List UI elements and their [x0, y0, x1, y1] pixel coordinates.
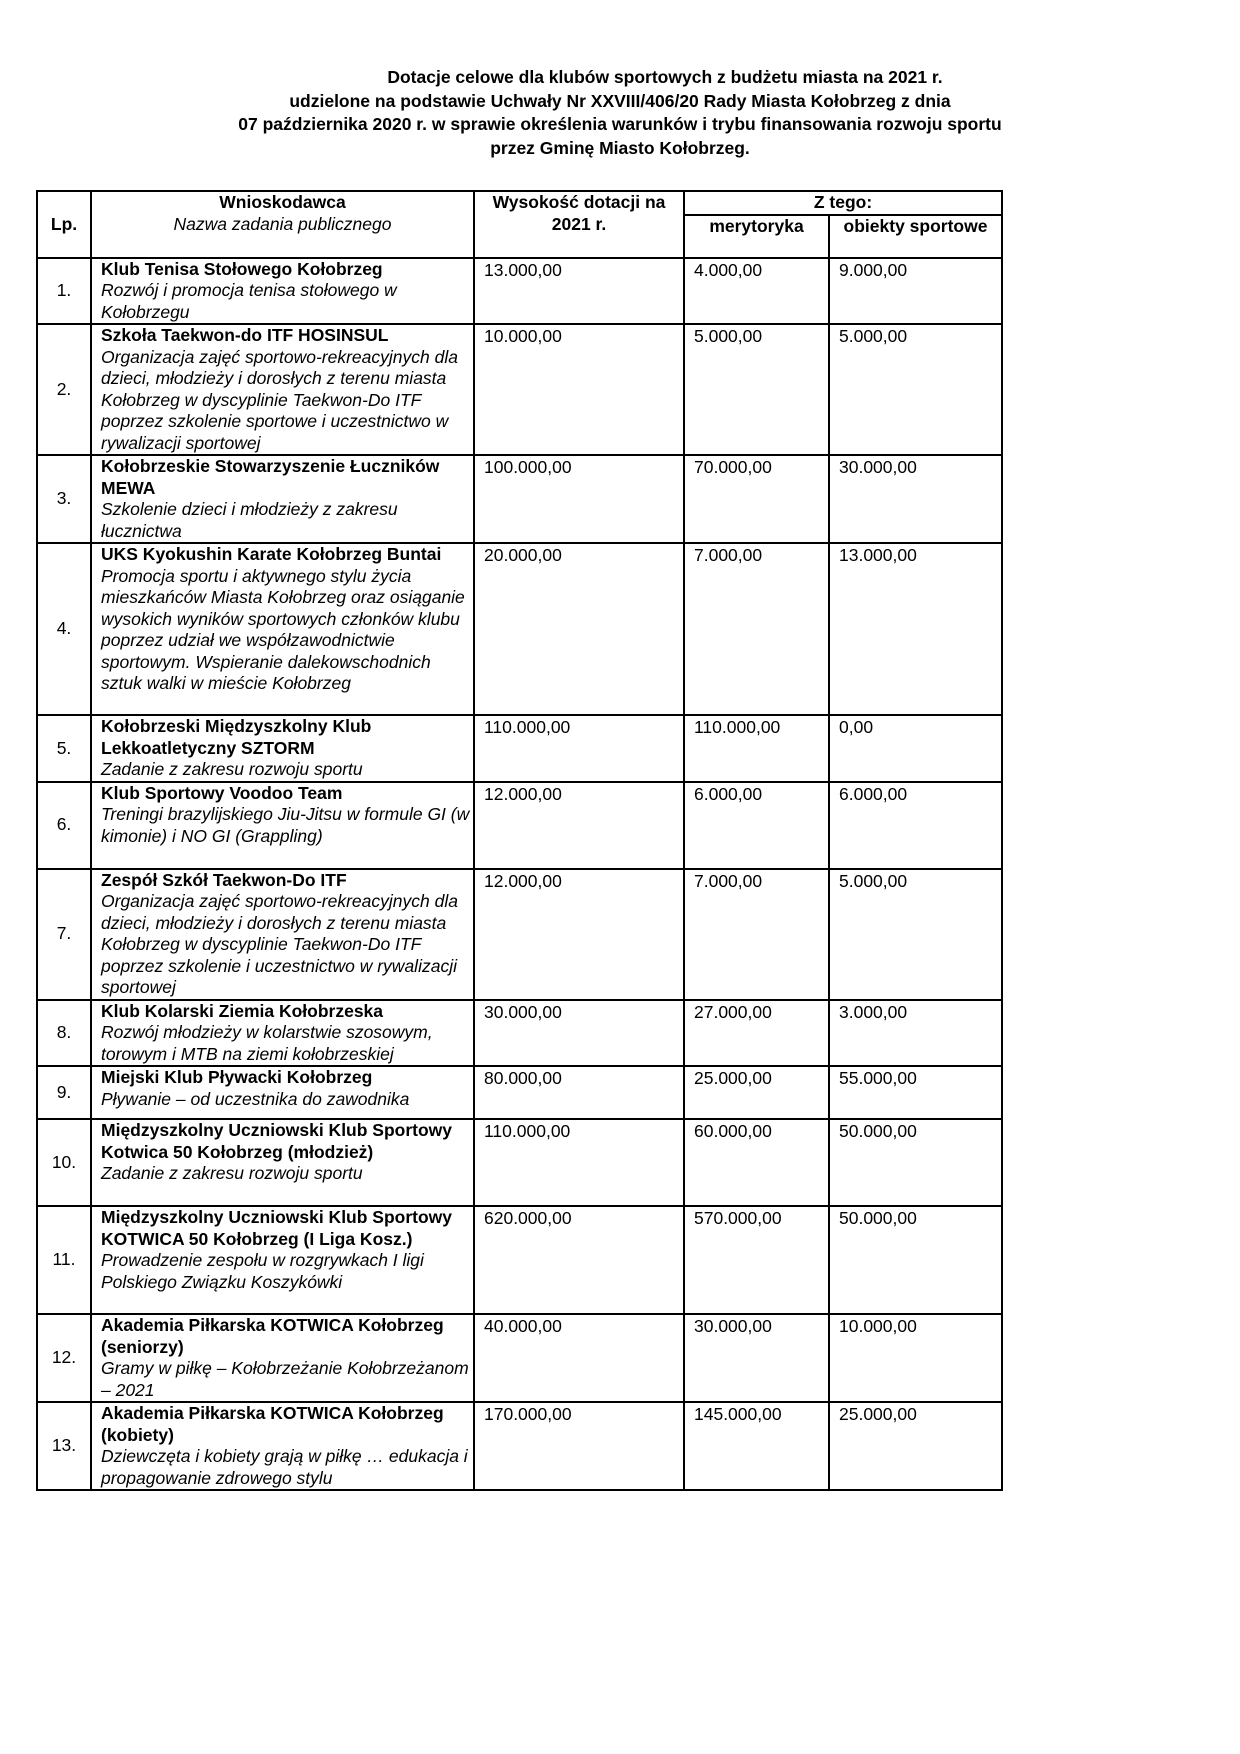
- row-applicant-cell: [91, 543, 474, 715]
- row-facilities: 50.000,00: [829, 1119, 1002, 1206]
- row-amount: 12.000,00: [474, 782, 684, 869]
- row-lp: 12.: [37, 1314, 91, 1402]
- table-row: [37, 455, 1002, 543]
- header-applicant: [91, 191, 474, 258]
- row-lp: 7.: [37, 869, 91, 1000]
- row-merit: 4.000,00: [684, 258, 829, 325]
- table-row: [37, 1119, 1002, 1206]
- row-applicant-cell: [91, 324, 474, 455]
- table-row: [37, 1314, 1002, 1402]
- title-line-1: Dotacje celowe dla klubów sportowych z budżetu miasta na 2021 r.: [387, 67, 943, 87]
- row-applicant: Klub Tenisa Stołowego Kołobrzeg: [101, 258, 383, 279]
- row-amount: 80.000,00: [474, 1066, 684, 1119]
- row-task: Szkolenie dzieci i młodzieży z zakresu łucznictwa: [101, 499, 398, 541]
- row-merit: 110.000,00: [684, 715, 829, 782]
- row-lp: 11.: [37, 1206, 91, 1314]
- row-applicant: UKS Kyokushin Karate Kołobrzeg Buntai: [101, 544, 442, 564]
- table-row: [37, 543, 1002, 715]
- table-row: [37, 715, 1002, 782]
- row-applicant-cell: [91, 782, 474, 869]
- row-amount: 620.000,00: [474, 1206, 684, 1314]
- row-merit: 5.000,00: [684, 324, 829, 455]
- row-amount: 100.000,00: [474, 455, 684, 543]
- row-task: Gramy w piłkę – Kołobrzeżanie Kołobrzeżanom – 2021: [101, 1358, 469, 1400]
- row-applicant-cell: [91, 869, 474, 1000]
- row-facilities: 5.000,00: [829, 869, 1002, 1000]
- row-task: Zadanie z zakresu rozwoju sportu: [101, 1163, 363, 1183]
- document-title: [140, 66, 1100, 160]
- header-applicant-label: Wnioskodawca: [219, 192, 346, 212]
- header-merit: merytoryka: [684, 215, 829, 258]
- row-task: Prowadzenie zespołu w rozgrywkach I ligi Polskiego Związku Koszykówki: [101, 1250, 424, 1292]
- row-lp: 3.: [37, 455, 91, 543]
- row-merit: 6.000,00: [684, 782, 829, 869]
- row-merit: 145.000,00: [684, 1402, 829, 1490]
- row-task: Dziewczęta i kobiety grają w piłkę … edukacja i propagowanie zdrowego stylu: [101, 1446, 468, 1488]
- row-applicant: Międzyszkolny Uczniowski Klub Sportowy KOTWICA 50 Kołobrzeg (I Liga Kosz.): [101, 1207, 453, 1249]
- row-facilities: 55.000,00: [829, 1066, 1002, 1119]
- row-facilities: 30.000,00: [829, 455, 1002, 543]
- header-of-which: Z tego:: [684, 191, 1002, 215]
- row-applicant: Szkoła Taekwon-do ITF HOSINSUL: [101, 325, 389, 345]
- title-line-4: przez Gminę Miasto Kołobrzeg.: [490, 137, 750, 158]
- header-task-label: Nazwa zadania publicznego: [173, 213, 392, 234]
- header-lp: Lp.: [37, 191, 91, 258]
- row-amount: 12.000,00: [474, 869, 684, 1000]
- row-facilities: 0,00: [829, 715, 1002, 782]
- row-task: Organizacja zajęć sportowo-rekreacyjnych dla dzieci, młodzieży i dorosłych z terenu miasta Kołobrzeg w dyscyplinie Taekwon-Do ITF poprzez szkolenie i uczestnictwo w rywalizacji sportowej: [101, 891, 458, 997]
- row-amount: 110.000,00: [474, 715, 684, 782]
- row-facilities: 25.000,00: [829, 1402, 1002, 1490]
- row-facilities: 50.000,00: [829, 1206, 1002, 1314]
- row-merit: 7.000,00: [684, 543, 829, 715]
- row-merit: 60.000,00: [684, 1119, 829, 1206]
- row-applicant: Klub Kolarski Ziemia Kołobrzeska: [101, 1000, 384, 1021]
- table-row: [37, 782, 1002, 869]
- row-applicant-cell: [91, 1000, 474, 1067]
- row-merit: 7.000,00: [684, 869, 829, 1000]
- row-facilities: 6.000,00: [829, 782, 1002, 869]
- row-lp: 2.: [37, 324, 91, 455]
- row-lp: 8.: [37, 1000, 91, 1067]
- row-merit: 25.000,00: [684, 1066, 829, 1119]
- row-applicant-cell: [91, 1206, 474, 1314]
- header-amount: Wysokość dotacji na 2021 r.: [474, 191, 684, 258]
- row-applicant: Kołobrzeski Międzyszkolny Klub Lekkoatletyczny SZTORM: [101, 716, 372, 758]
- row-amount: 10.000,00: [474, 324, 684, 455]
- row-lp: 1.: [37, 258, 91, 325]
- row-facilities: 10.000,00: [829, 1314, 1002, 1402]
- row-applicant: Akademia Piłkarska KOTWICA Kołobrzeg (kobiety): [101, 1403, 444, 1445]
- row-applicant-cell: [91, 1066, 474, 1119]
- row-task: Treningi brazylijskiego Jiu-Jitsu w formule GI (w kimonie) i NO GI (Grappling): [101, 804, 470, 846]
- row-applicant-cell: [91, 258, 474, 325]
- row-amount: 40.000,00: [474, 1314, 684, 1402]
- row-amount: 20.000,00: [474, 543, 684, 715]
- row-applicant-cell: [91, 715, 474, 782]
- row-lp: 13.: [37, 1402, 91, 1490]
- row-applicant-cell: [91, 1119, 474, 1206]
- row-task: Organizacja zajęć sportowo-rekreacyjnych dla dzieci, młodzieży i dorosłych z terenu miasta Kołobrzeg w dyscyplinie Taekwon-Do ITF poprzez szkolenie sportowe i uczestnictwo w rywalizacji sportowej: [101, 346, 458, 453]
- row-merit: 27.000,00: [684, 1000, 829, 1067]
- row-merit: 70.000,00: [684, 455, 829, 543]
- title-line-2: udzielone na podstawie Uchwały Nr XXVIII/406/20 Rady Miasta Kołobrzeg z dnia: [289, 90, 951, 111]
- row-task: Pływanie – od uczestnika do zawodnika: [101, 1088, 410, 1109]
- table-row: [37, 1066, 1002, 1119]
- row-lp: 6.: [37, 782, 91, 869]
- table-row: [37, 1402, 1002, 1490]
- row-amount: 30.000,00: [474, 1000, 684, 1067]
- row-amount: 110.000,00: [474, 1119, 684, 1206]
- row-lp: 5.: [37, 715, 91, 782]
- row-facilities: 13.000,00: [829, 543, 1002, 715]
- row-applicant: Międzyszkolny Uczniowski Klub Sportowy Kotwica 50 Kołobrzeg (młodzież): [101, 1120, 453, 1162]
- row-amount: 170.000,00: [474, 1402, 684, 1490]
- table-row: [37, 1000, 1002, 1067]
- row-lp: 9.: [37, 1066, 91, 1119]
- row-applicant: Zespół Szkół Taekwon-Do ITF: [101, 869, 347, 890]
- row-facilities: 9.000,00: [829, 258, 1002, 325]
- grants-table: [36, 190, 1003, 1491]
- row-task: Promocja sportu i aktywnego stylu życia mieszkańców Miasta Kołobrzeg oraz osiąganie wysokich wyników sportowych członków klubu poprzez udział we współzawodnictwie sportowym. Wspieranie dalekowschodnich sztuk walki w mieście Kołobrzeg: [101, 565, 465, 693]
- row-facilities: 3.000,00: [829, 1000, 1002, 1067]
- row-applicant: Miejski Klub Pływacki Kołobrzeg: [101, 1067, 373, 1087]
- table-row: [37, 324, 1002, 455]
- row-applicant-cell: [91, 455, 474, 543]
- header-facilities: obiekty sportowe: [829, 215, 1002, 258]
- table-row: [37, 869, 1002, 1000]
- row-task: Rozwój i promocja tenisa stołowego w Kołobrzegu: [101, 280, 397, 322]
- row-applicant-cell: [91, 1314, 474, 1402]
- row-task: Rozwój młodzieży w kolarstwie szosowym, torowym i MTB na ziemi kołobrzeskiej: [101, 1022, 433, 1064]
- row-amount: 13.000,00: [474, 258, 684, 325]
- row-task: Zadanie z zakresu rozwoju sportu: [101, 759, 363, 779]
- title-line-3: 07 października 2020 r. w sprawie określenia warunków i trybu finansowania rozwoju sportu: [238, 114, 1002, 134]
- row-applicant: Klub Sportowy Voodoo Team: [101, 782, 343, 803]
- row-merit: 570.000,00: [684, 1206, 829, 1314]
- row-merit: 30.000,00: [684, 1314, 829, 1402]
- row-applicant-cell: [91, 1402, 474, 1490]
- row-lp: 10.: [37, 1119, 91, 1206]
- row-facilities: 5.000,00: [829, 324, 1002, 455]
- table-row: [37, 1206, 1002, 1314]
- table-row: [37, 258, 1002, 325]
- row-applicant: Kołobrzeskie Stowarzyszenie Łuczników MEWA: [101, 456, 440, 498]
- row-applicant: Akademia Piłkarska KOTWICA Kołobrzeg (seniorzy): [101, 1315, 444, 1357]
- row-lp: 4.: [37, 543, 91, 715]
